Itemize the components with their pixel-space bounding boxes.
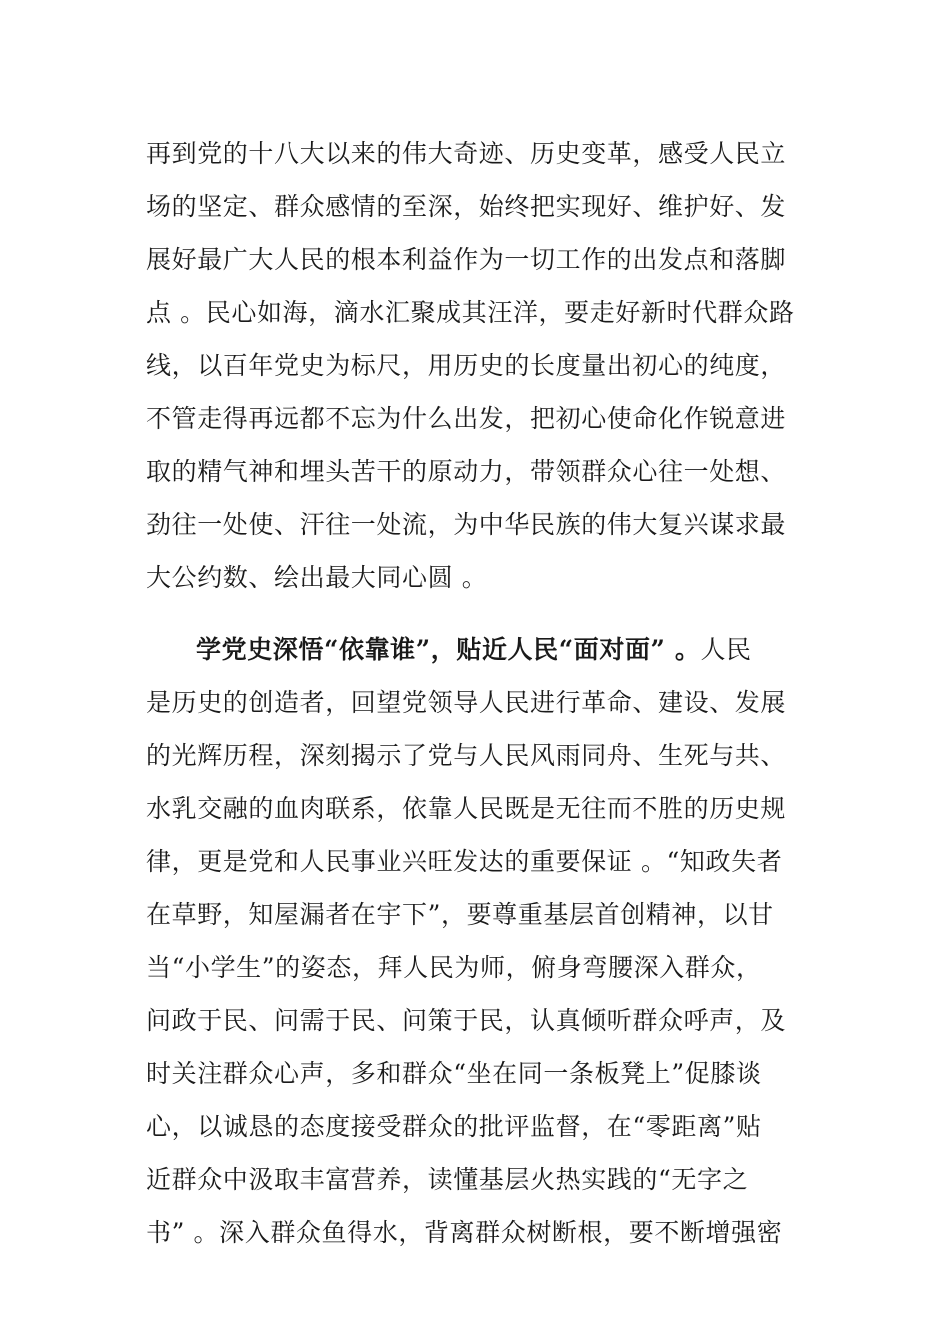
text-line: 水乳交融的血肉联系，依靠人民既是无往而不胜的历史规	[146, 794, 787, 823]
text-line: 在草野，知屋漏者在宇下”，要尊重基层首创精神，以甘	[146, 900, 774, 929]
text-line: 近群众中汲取丰富营养，读懂基层火热实践的“无字之	[146, 1165, 749, 1194]
text-line: 时关注群众心声，多和群众“坐在同一条板凳上”促膝谈	[146, 1059, 762, 1088]
text-line: 律，更是党和人民事业兴旺发达的重要保证 。“知政失者	[146, 847, 783, 876]
text-line: 当“小学生”的姿态，拜人民为师，俯身弯腰深入群众，	[146, 953, 762, 982]
paragraph-1	[146, 127, 806, 604]
text-line: 是历史的创造者，回望党领导人民进行革命、建设、发展	[146, 688, 787, 717]
text-line: 劲往一处使、汗往一处流，为中华民族的伟大复兴谋求最	[146, 510, 787, 539]
text-line: 书” 。深入群众鱼得水，背离群众树断根，要不断增强密	[146, 1218, 783, 1247]
heading-line-continuation: 人民	[700, 635, 752, 664]
paragraph-heading-line	[146, 623, 806, 676]
text-line: 取的精气神和埋头苦干的原动力，带领群众心往一处想、	[146, 457, 787, 486]
paragraph-heading: 学党史深悟“依靠谁”，贴近人民“面对面” 。	[196, 635, 701, 664]
paragraph-2	[146, 623, 806, 1259]
text-line: 的光辉历程，深刻揭示了党与人民风雨同舟、生死与共、	[146, 741, 787, 770]
text-line: 心，以诚恳的态度接受群众的批评监督，在“零距离”贴	[146, 1112, 762, 1141]
text-line: 线，以百年党史为标尺，用历史的长度量出初心的纯度，	[146, 351, 787, 380]
text-line: 场的坚定、群众感情的至深，始终把实现好、维护好、发	[146, 192, 787, 221]
text-line: 展好最广大人民的根本利益作为一切工作的出发点和落脚	[146, 245, 787, 274]
text-line: 点 。民心如海，滴水汇聚成其汪洋，要走好新时代群众路	[146, 298, 795, 327]
text-line: 大公约数、绘出最大同心圆 。	[146, 563, 488, 592]
text-line: 再到党的十八大以来的伟大奇迹、历史变革，感受人民立	[146, 139, 787, 168]
text-line: 问政于民、问需于民、问策于民，认真倾听群众呼声，及	[146, 1006, 787, 1035]
text-line: 不管走得再远都不忘为什么出发，把初心使命化作锐意进	[146, 404, 787, 433]
